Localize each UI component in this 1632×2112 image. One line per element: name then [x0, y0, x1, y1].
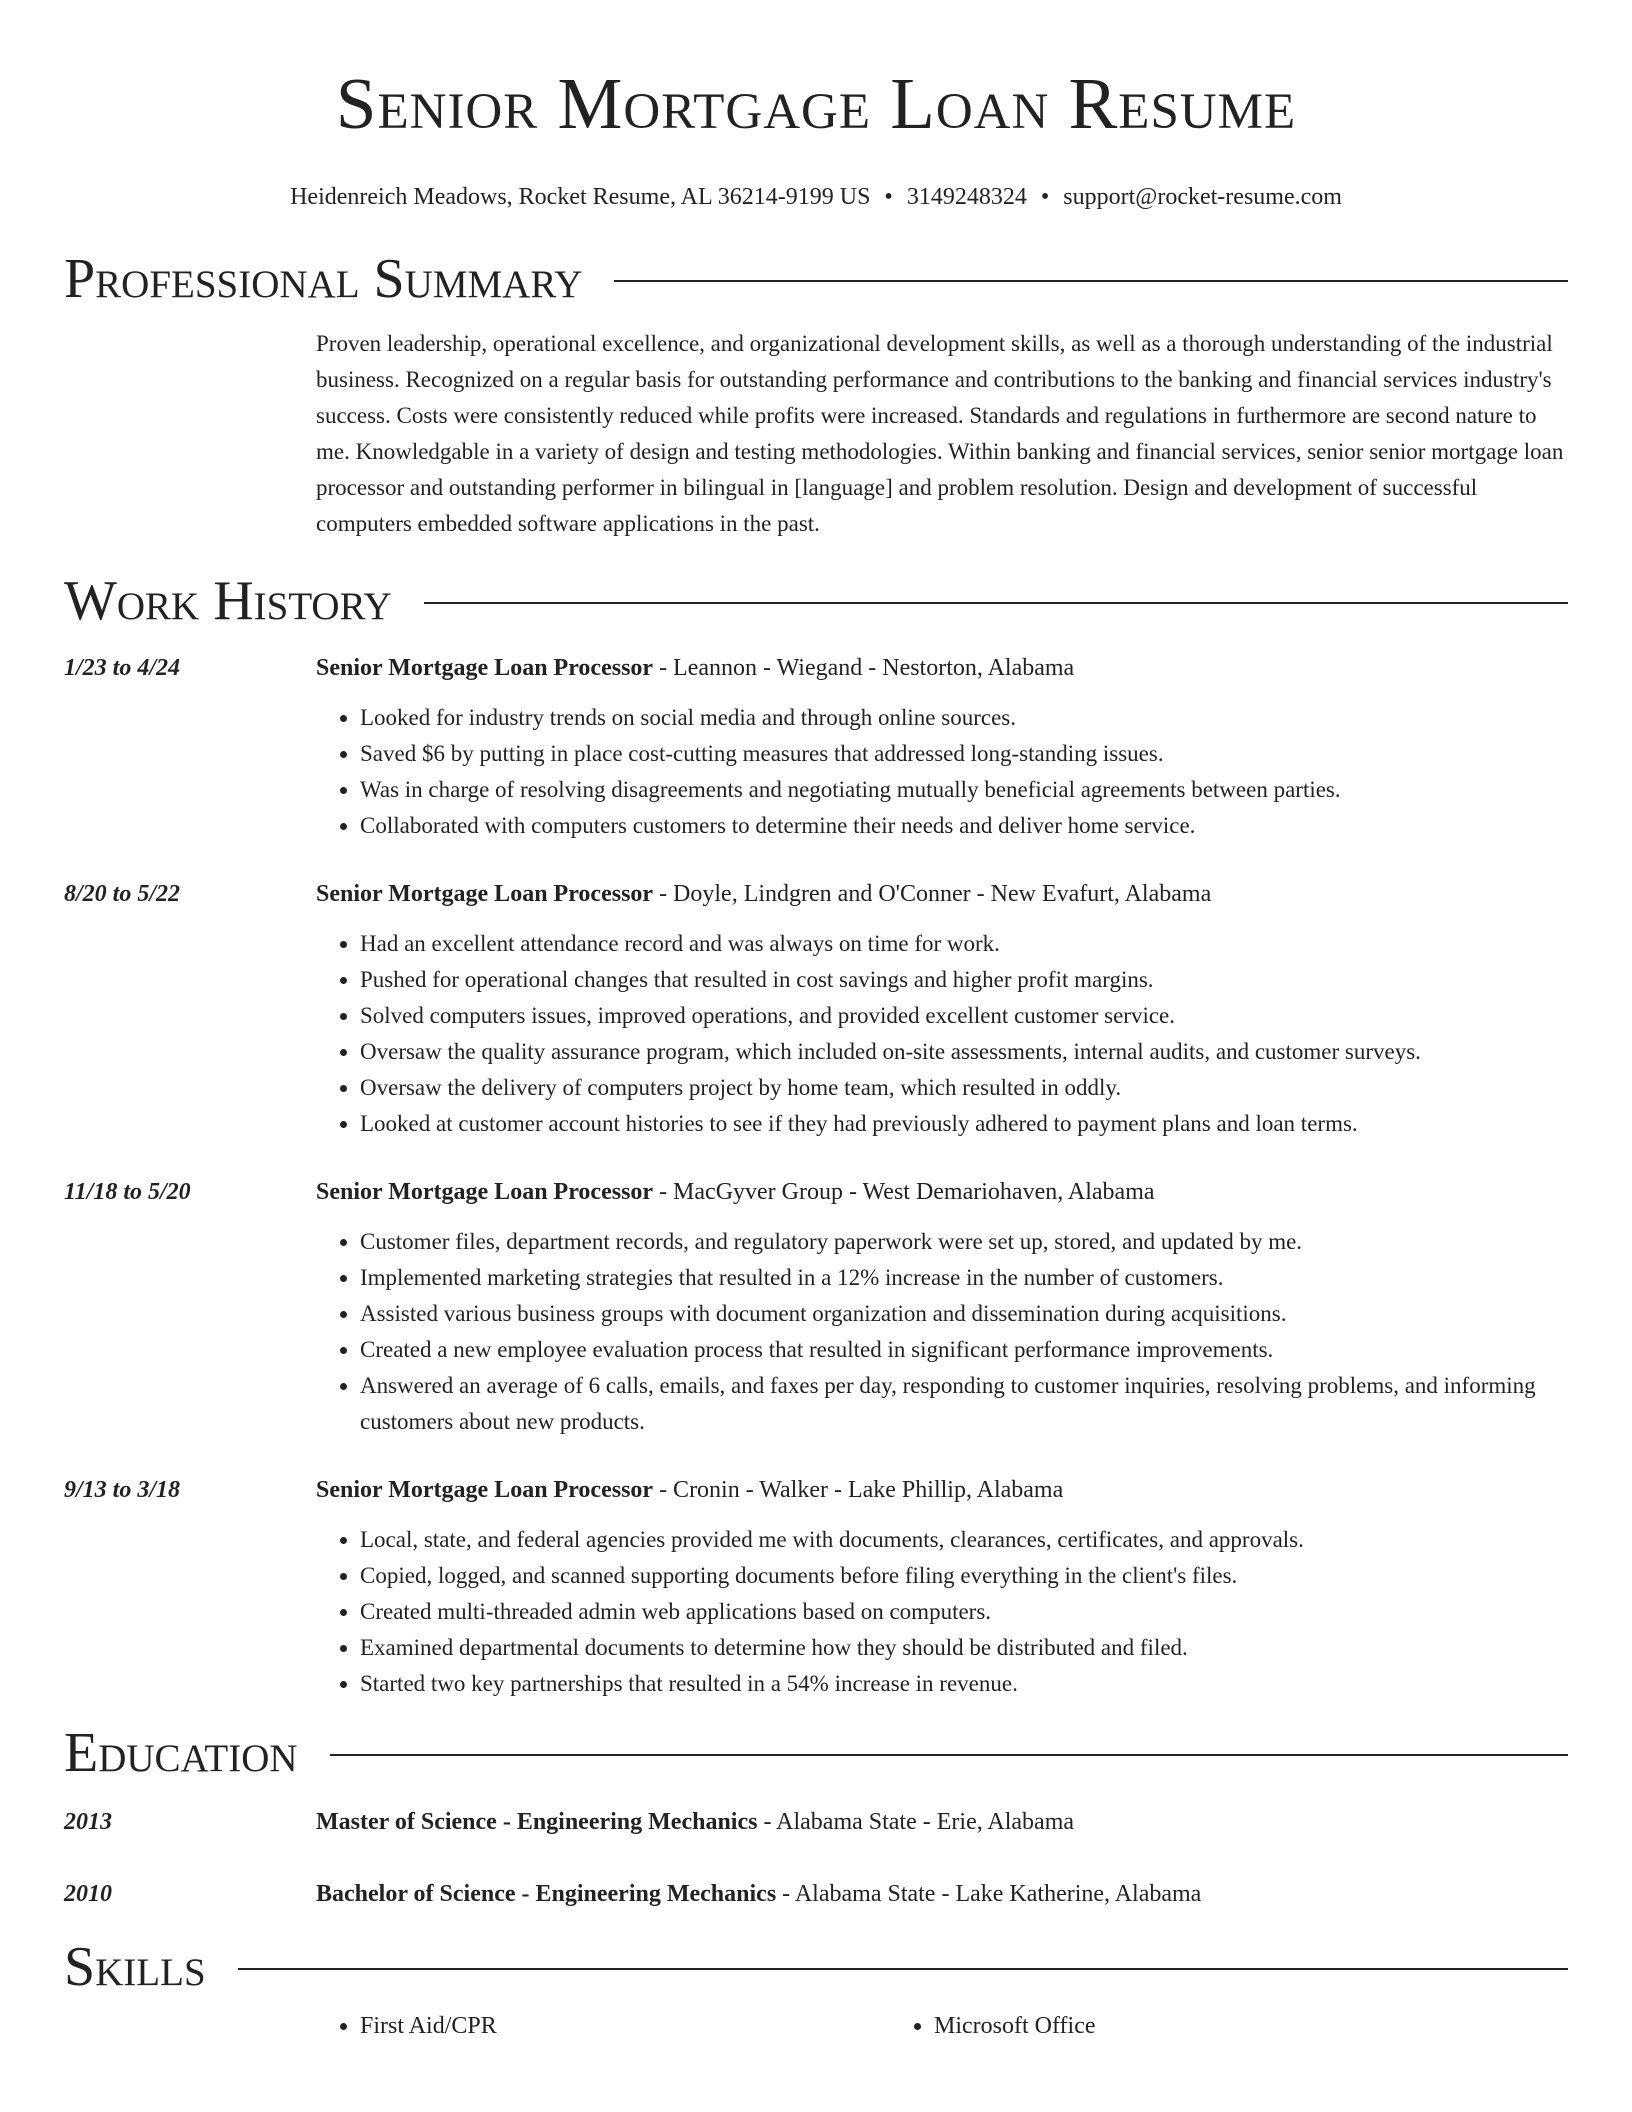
contact-email: support@rocket-resume.com — [1063, 184, 1342, 210]
list-item: • Implemented marketing strategies that resulted in a 12% increase in the number of customers. — [360, 1260, 1568, 1296]
section-divider — [238, 1968, 1568, 1970]
skills-column-right — [890, 2008, 1464, 2044]
section-divider — [614, 280, 1568, 282]
section-divider — [424, 602, 1568, 604]
section-title-skills: Skills — [64, 1936, 206, 1998]
section-title-summary: Professional Summary — [64, 248, 583, 310]
list-item: • Looked for industry trends on social media and through online sources. — [360, 700, 1568, 736]
job-bullets — [316, 1522, 1568, 1702]
skill-item: • First Aid/CPR — [360, 2008, 890, 2044]
job-title: Senior Mortgage Loan Processor — [316, 655, 654, 681]
job-dates: 9/13 to 3/18 — [64, 1477, 181, 1503]
skills-list — [316, 2008, 1568, 2044]
section-divider — [330, 1754, 1568, 1756]
job-detail: - Cronin - Walker - Lake Phillip, Alabama — [653, 1477, 1064, 1503]
resume-name: Senior Mortgage Loan Resume — [335, 63, 1297, 144]
list-item: • Looked at customer account histories to see if they had previously adhered to payment plans and loan terms. — [360, 1106, 1568, 1142]
job-entry — [64, 1472, 1568, 1702]
contact-separator: • — [1040, 184, 1050, 210]
education-entry — [64, 1804, 1568, 1840]
list-item: • Oversaw the delivery of computers project by home team, which resulted in oddly. — [360, 1070, 1568, 1106]
job-bullets — [316, 926, 1568, 1142]
section-title-education: Education — [64, 1722, 298, 1784]
job-bullets — [316, 1224, 1568, 1440]
job-title: Senior Mortgage Loan Processor — [316, 881, 654, 907]
list-item: • Had an excellent attendance record and was always on time for work. — [360, 926, 1568, 962]
section-title-work: Work History — [64, 570, 392, 632]
list-item: • Assisted various business groups with document organization and dissemination during acquisitions. — [360, 1296, 1568, 1332]
job-entry — [64, 1174, 1568, 1440]
education-year: 2010 — [64, 1881, 112, 1907]
job-dates: 8/20 to 5/22 — [64, 881, 181, 907]
summary-text: Proven leadership, operational excellence, and organizational development skills, as well as a thorough understanding of the industrial business. Recognized on a regular basis for outstanding performance and contributions to the banking and financial services industry's success. Costs were consistently reduced while profits were increased. Standards and regulations in furthermore are second nature to me. Knowledgable in a variety of design and testing methodologies. Within banking and financial services, senior senior mortgage loan processor and outstanding performer in bilingual in [language] and problem resolution. Design and development of successful computers embedded software applications in the past. — [316, 331, 1564, 536]
summary-section-header — [64, 248, 1568, 310]
contact-separator: • — [884, 184, 893, 210]
job-entry — [64, 650, 1568, 844]
education-detail: - Alabama State - Erie, Alabama — [757, 1809, 1075, 1835]
list-item: • Saved $6 by putting in place cost-cutting measures that addressed long-standing issues. — [360, 736, 1568, 772]
job-title: Senior Mortgage Loan Processor — [316, 1477, 654, 1503]
job-dates: 1/23 to 4/24 — [64, 655, 181, 681]
job-bullets — [316, 700, 1568, 844]
skill-item: • Microsoft Office — [934, 2008, 1464, 2044]
job-entry — [64, 876, 1568, 1142]
contact-address: Heidenreich Meadows, Rocket Resume, AL 36214-9199 US — [290, 184, 871, 210]
job-title: Senior Mortgage Loan Processor — [316, 1179, 654, 1205]
list-item: • Local, state, and federal agencies provided me with documents, clearances, certificates, and approvals. — [360, 1522, 1568, 1558]
work-section-header — [64, 570, 1568, 632]
job-dates: 11/18 to 5/20 — [64, 1179, 191, 1205]
list-item: • Started two key partnerships that resulted in a 54% increase in revenue. — [360, 1666, 1568, 1702]
list-item: • Examined departmental documents to determine how they should be distributed and filed. — [360, 1630, 1568, 1666]
education-year: 2013 — [64, 1809, 112, 1835]
contact-phone: 3149248324 — [906, 184, 1027, 210]
list-item: • Was in charge of resolving disagreements and negotiating mutually beneficial agreements between parties. — [360, 772, 1568, 808]
education-section-header — [64, 1722, 1568, 1784]
resume-header — [64, 60, 1568, 212]
list-item: • Collaborated with computers customers to determine their needs and deliver home service. — [360, 808, 1568, 844]
skills-column-left — [316, 2008, 890, 2044]
list-item: • Oversaw the quality assurance program, which included on-site assessments, internal audits, and customer surveys. — [360, 1034, 1568, 1070]
education-degree: Bachelor of Science - Engineering Mechanics — [316, 1881, 777, 1907]
job-detail: - Leannon - Wiegand - Nestorton, Alabama — [653, 655, 1075, 681]
skills-section-header — [64, 1936, 1568, 1998]
list-item: • Solved computers issues, improved operations, and provided excellent customer service. — [360, 998, 1568, 1034]
contact-line — [64, 182, 1568, 212]
education-detail: - Alabama State - Lake Katherine, Alabama — [776, 1881, 1202, 1907]
job-detail: - MacGyver Group - West Demariohaven, Alabama — [653, 1179, 1155, 1205]
education-entry — [64, 1876, 1568, 1912]
education-degree: Master of Science - Engineering Mechanics — [316, 1809, 758, 1835]
list-item: • Copied, logged, and scanned supporting documents before filing everything in the client's files. — [360, 1558, 1568, 1594]
list-item: • Customer files, department records, and regulatory paperwork were set up, stored, and updated by me. — [360, 1224, 1568, 1260]
list-item: • Answered an average of 6 calls, emails, and faxes per day, responding to customer inquiries, resolving problems, and informing customers about new products. — [360, 1368, 1568, 1440]
list-item: • Created a new employee evaluation process that resulted in significant performance improvements. — [360, 1332, 1568, 1368]
job-detail: - Doyle, Lindgren and O'Conner - New Evafurt, Alabama — [653, 881, 1212, 907]
list-item: • Created multi-threaded admin web applications based on computers. — [360, 1594, 1568, 1630]
list-item: • Pushed for operational changes that resulted in cost savings and higher profit margins. — [360, 962, 1568, 998]
